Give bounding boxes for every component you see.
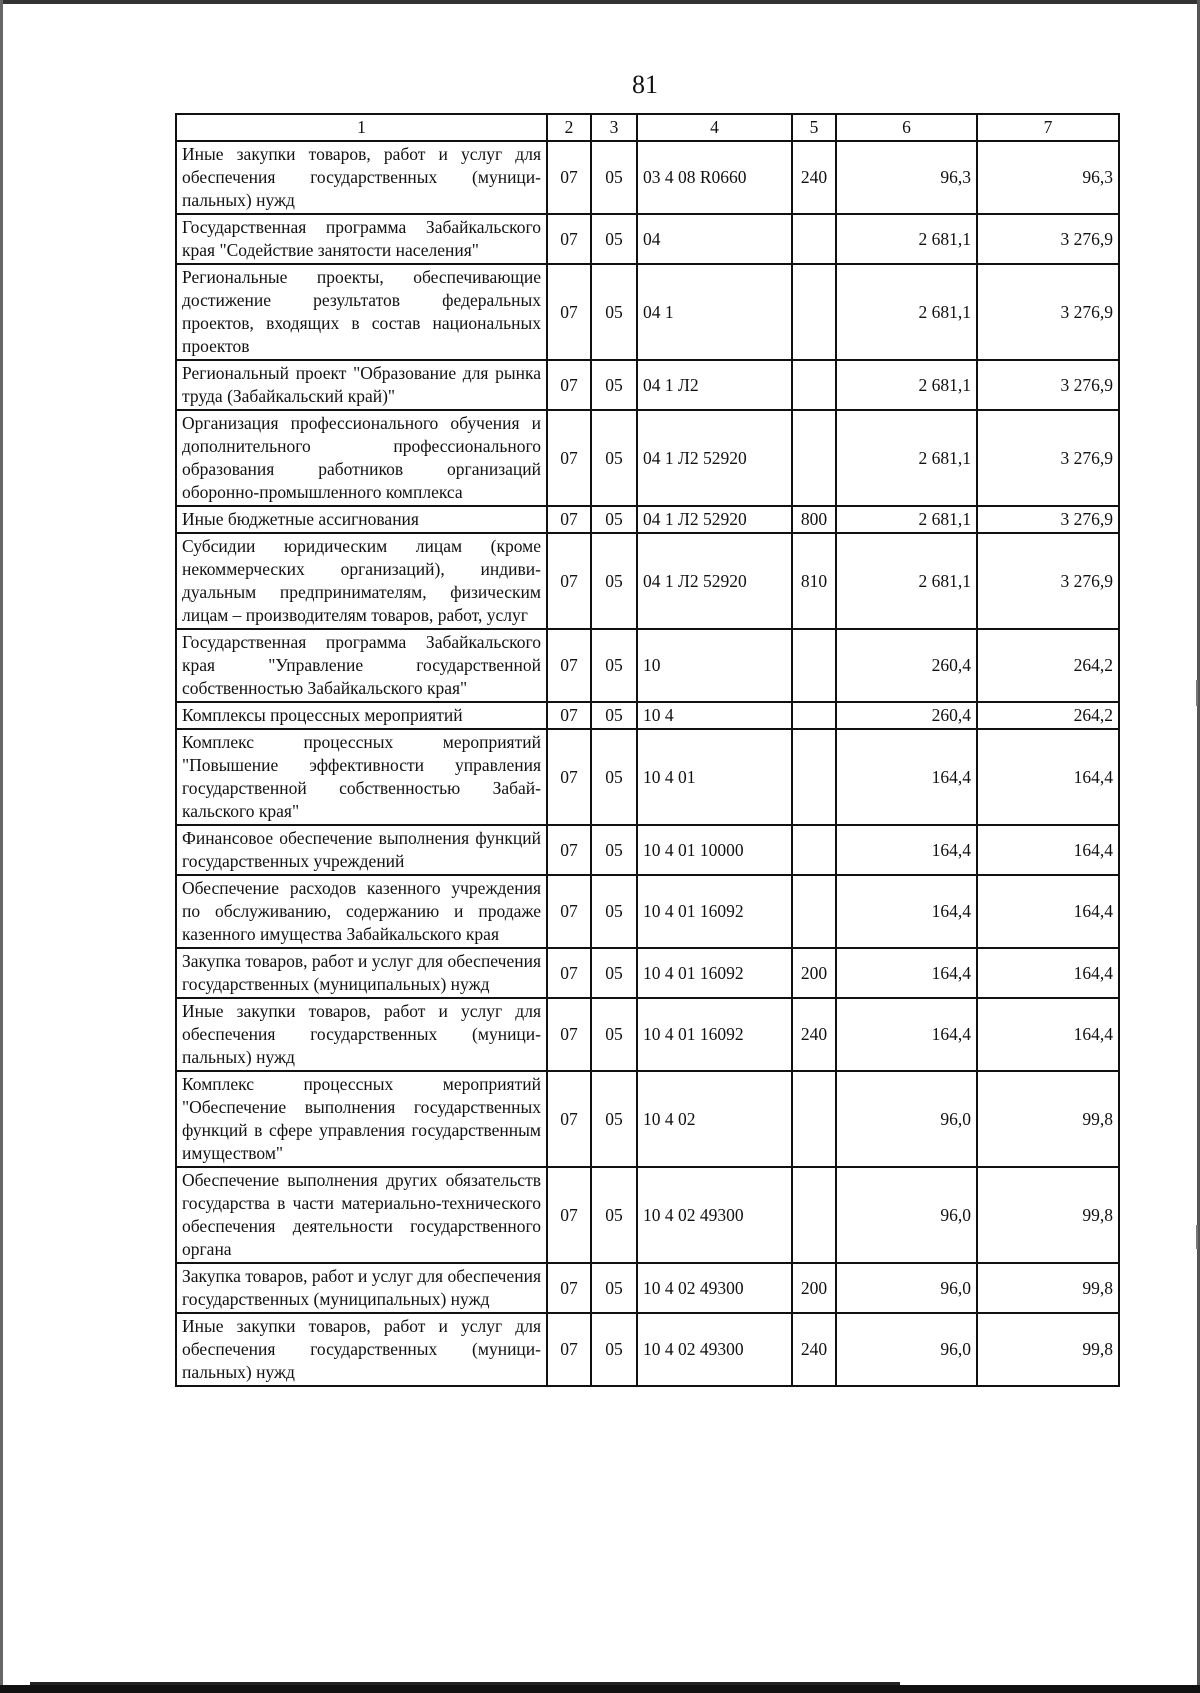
expense-type-cell [792, 1071, 836, 1167]
target-article-cell: 10 4 02 49300 [637, 1313, 792, 1386]
amount-cell: 3 276,9 [977, 410, 1119, 506]
amount-cell: 99,8 [977, 1263, 1119, 1313]
table-row [176, 1263, 1119, 1313]
expense-type-cell [792, 825, 836, 875]
podrazdel-cell: 05 [591, 1313, 637, 1386]
razdel-cell: 07 [547, 1167, 591, 1263]
table-row [176, 875, 1119, 948]
expense-type-cell: 240 [792, 141, 836, 214]
amount-cell: 99,8 [977, 1313, 1119, 1386]
podrazdel-cell: 05 [591, 1071, 637, 1167]
amount-cell: 96,0 [836, 1167, 977, 1263]
target-article-cell: 10 [637, 629, 792, 702]
amount-cell: 164,4 [836, 825, 977, 875]
target-article-cell: 04 1 Л2 [637, 360, 792, 410]
razdel-cell: 07 [547, 214, 591, 264]
target-article-cell: 10 4 02 49300 [637, 1167, 792, 1263]
table-row [176, 214, 1119, 264]
expense-type-cell [792, 729, 836, 825]
amount-cell: 99,8 [977, 1167, 1119, 1263]
podrazdel-cell: 05 [591, 264, 637, 360]
expense-type-cell [792, 1167, 836, 1263]
razdel-cell: 07 [547, 1313, 591, 1386]
razdel-cell: 07 [547, 264, 591, 360]
expense-type-cell [792, 214, 836, 264]
amount-cell: 2 681,1 [836, 264, 977, 360]
table-row [176, 141, 1119, 214]
column-header: 5 [792, 114, 836, 141]
row-name-cell: Финансовое обеспечение выполнения функций государственных учреждений [176, 825, 547, 875]
razdel-cell: 07 [547, 1071, 591, 1167]
podrazdel-cell: 05 [591, 360, 637, 410]
amount-cell: 2 681,1 [836, 360, 977, 410]
target-article-cell: 04 1 Л2 52920 [637, 506, 792, 533]
table-row [176, 264, 1119, 360]
table-row [176, 1167, 1119, 1263]
row-name-cell: Иные закупки товаров, работ и услуг для обеспечения государственных (муниципальных) нужд [176, 998, 547, 1071]
row-name-cell: Государственная программа Забайкальского края "Содействие занятости населения" [176, 214, 547, 264]
podrazdel-cell: 05 [591, 825, 637, 875]
amount-cell: 3 276,9 [977, 533, 1119, 629]
row-name-cell: Иные закупки товаров, работ и услуг для обеспечения государственных (муниципальных) нужд [176, 1313, 547, 1386]
target-article-cell: 10 4 01 16092 [637, 998, 792, 1071]
razdel-cell: 07 [547, 141, 591, 214]
amount-cell: 99,8 [977, 1071, 1119, 1167]
row-name-cell: Государственная программа Забайкальского края "Управление государственной собственностью Забайкальского края" [176, 629, 547, 702]
razdel-cell: 07 [547, 948, 591, 998]
podrazdel-cell: 05 [591, 533, 637, 629]
amount-cell: 164,4 [977, 875, 1119, 948]
row-name-cell: Региональный проект "Образование для рынка труда (Забайкальский край)" [176, 360, 547, 410]
razdel-cell: 07 [547, 825, 591, 875]
column-header: 2 [547, 114, 591, 141]
expense-type-cell: 810 [792, 533, 836, 629]
table-row [176, 629, 1119, 702]
expense-type-cell: 240 [792, 998, 836, 1071]
amount-cell: 3 276,9 [977, 264, 1119, 360]
podrazdel-cell: 05 [591, 506, 637, 533]
razdel-cell: 07 [547, 506, 591, 533]
expense-type-cell [792, 264, 836, 360]
row-name-cell: Обеспечение выполнения других обязательств государства в части материально-технического обеспечения деятельности государственного органа [176, 1167, 547, 1263]
target-article-cell: 10 4 01 16092 [637, 875, 792, 948]
row-name-cell: Иные закупки товаров, работ и услуг для обеспечения государственных (муниципальных) нужд [176, 141, 547, 214]
amount-cell: 164,4 [977, 998, 1119, 1071]
expense-type-cell [792, 875, 836, 948]
podrazdel-cell: 05 [591, 1263, 637, 1313]
target-article-cell: 10 4 01 16092 [637, 948, 792, 998]
podrazdel-cell: 05 [591, 875, 637, 948]
amount-cell: 96,3 [836, 141, 977, 214]
amount-cell: 2 681,1 [836, 533, 977, 629]
table-body [176, 141, 1119, 1386]
scan-edge-bottom-line [30, 1682, 900, 1685]
table-row [176, 998, 1119, 1071]
target-article-cell: 10 4 01 [637, 729, 792, 825]
target-article-cell: 04 1 Л2 52920 [637, 533, 792, 629]
scan-mark [1196, 1225, 1198, 1249]
scan-mark [1196, 680, 1198, 706]
podrazdel-cell: 05 [591, 729, 637, 825]
razdel-cell: 07 [547, 998, 591, 1071]
amount-cell: 164,4 [836, 729, 977, 825]
row-name-cell: Закупка товаров, работ и услуг для обеспечения государственных (муниципальных) нужд [176, 1263, 547, 1313]
expense-type-cell [792, 360, 836, 410]
scan-edge-top [0, 0, 1200, 4]
podrazdel-cell: 05 [591, 998, 637, 1071]
podrazdel-cell: 05 [591, 1167, 637, 1263]
amount-cell: 3 276,9 [977, 360, 1119, 410]
expense-type-cell [792, 629, 836, 702]
podrazdel-cell: 05 [591, 410, 637, 506]
table-row [176, 729, 1119, 825]
column-header: 1 [176, 114, 547, 141]
razdel-cell: 07 [547, 729, 591, 825]
page-number: 81 [632, 70, 658, 99]
razdel-cell: 07 [547, 360, 591, 410]
amount-cell: 2 681,1 [836, 214, 977, 264]
table-row [176, 948, 1119, 998]
column-header: 4 [637, 114, 792, 141]
target-article-cell: 10 4 02 49300 [637, 1263, 792, 1313]
header-row [176, 114, 1119, 141]
expense-type-cell [792, 410, 836, 506]
amount-cell: 96,0 [836, 1071, 977, 1167]
target-article-cell: 03 4 08 R0660 [637, 141, 792, 214]
razdel-cell: 07 [547, 1263, 591, 1313]
razdel-cell: 07 [547, 702, 591, 729]
table-row [176, 533, 1119, 629]
amount-cell: 260,4 [836, 702, 977, 729]
amount-cell: 96,0 [836, 1313, 977, 1386]
podrazdel-cell: 05 [591, 214, 637, 264]
table-row [176, 702, 1119, 729]
row-name-cell: Организация профессионального обучения и дополнительного профессионального образования работников организаций оборонно-промышленного комплекса [176, 410, 547, 506]
amount-cell: 164,4 [836, 875, 977, 948]
target-article-cell: 04 [637, 214, 792, 264]
row-name-cell: Субсидии юридическим лицам (кроме некоммерческих организаций), индивидуальным предпринимателям, физическим лицам – производителям товаров, работ, услуг [176, 533, 547, 629]
amount-cell: 164,4 [836, 998, 977, 1071]
target-article-cell: 10 4 02 [637, 1071, 792, 1167]
row-name-cell: Закупка товаров, работ и услуг для обеспечения государственных (муниципальных) нужд [176, 948, 547, 998]
amount-cell: 96,0 [836, 1263, 977, 1313]
razdel-cell: 07 [547, 410, 591, 506]
row-name-cell: Региональные проекты, обеспечивающие достижение результатов федеральных проектов, входящих в состав национальных проектов [176, 264, 547, 360]
target-article-cell: 04 1 [637, 264, 792, 360]
expense-type-cell: 200 [792, 948, 836, 998]
row-name-cell: Обеспечение расходов казенного учреждения по обслуживанию, содержанию и продаже казенного имущества Забайкальского края [176, 875, 547, 948]
target-article-cell: 10 4 [637, 702, 792, 729]
target-article-cell: 04 1 Л2 52920 [637, 410, 792, 506]
expense-type-cell [792, 702, 836, 729]
amount-cell: 264,2 [977, 629, 1119, 702]
table-row [176, 825, 1119, 875]
target-article-cell: 10 4 01 10000 [637, 825, 792, 875]
amount-cell: 3 276,9 [977, 506, 1119, 533]
amount-cell: 164,4 [977, 729, 1119, 825]
column-header: 6 [836, 114, 977, 141]
podrazdel-cell: 05 [591, 629, 637, 702]
table-row [176, 360, 1119, 410]
scan-edge-bottom [0, 1685, 1200, 1693]
table-row [176, 506, 1119, 533]
razdel-cell: 07 [547, 533, 591, 629]
expense-type-cell: 240 [792, 1313, 836, 1386]
column-header: 7 [977, 114, 1119, 141]
podrazdel-cell: 05 [591, 948, 637, 998]
podrazdel-cell: 05 [591, 702, 637, 729]
row-name-cell: Комплекс процессных мероприятий "Обеспечение выполнения государственных функций в сфере управления государственным имуществом" [176, 1071, 547, 1167]
amount-cell: 164,4 [836, 948, 977, 998]
amount-cell: 260,4 [836, 629, 977, 702]
row-name-cell: Иные бюджетные ассигнования [176, 506, 547, 533]
amount-cell: 3 276,9 [977, 214, 1119, 264]
row-name-cell: Комплексы процессных мероприятий [176, 702, 547, 729]
amount-cell: 164,4 [977, 825, 1119, 875]
row-name-cell: Комплекс процессных мероприятий "Повышение эффективности управления государственной собственностью Забайкальского края" [176, 729, 547, 825]
table-row [176, 1071, 1119, 1167]
amount-cell: 2 681,1 [836, 410, 977, 506]
amount-cell: 264,2 [977, 702, 1119, 729]
expense-type-cell: 800 [792, 506, 836, 533]
table-row [176, 1313, 1119, 1386]
amount-cell: 2 681,1 [836, 506, 977, 533]
expense-type-cell: 200 [792, 1263, 836, 1313]
razdel-cell: 07 [547, 629, 591, 702]
razdel-cell: 07 [547, 875, 591, 948]
amount-cell: 164,4 [977, 948, 1119, 998]
budget-table [175, 113, 1120, 1387]
amount-cell: 96,3 [977, 141, 1119, 214]
table-row [176, 410, 1119, 506]
podrazdel-cell: 05 [591, 141, 637, 214]
scan-edge-left [0, 0, 3, 1693]
column-header: 3 [591, 114, 637, 141]
